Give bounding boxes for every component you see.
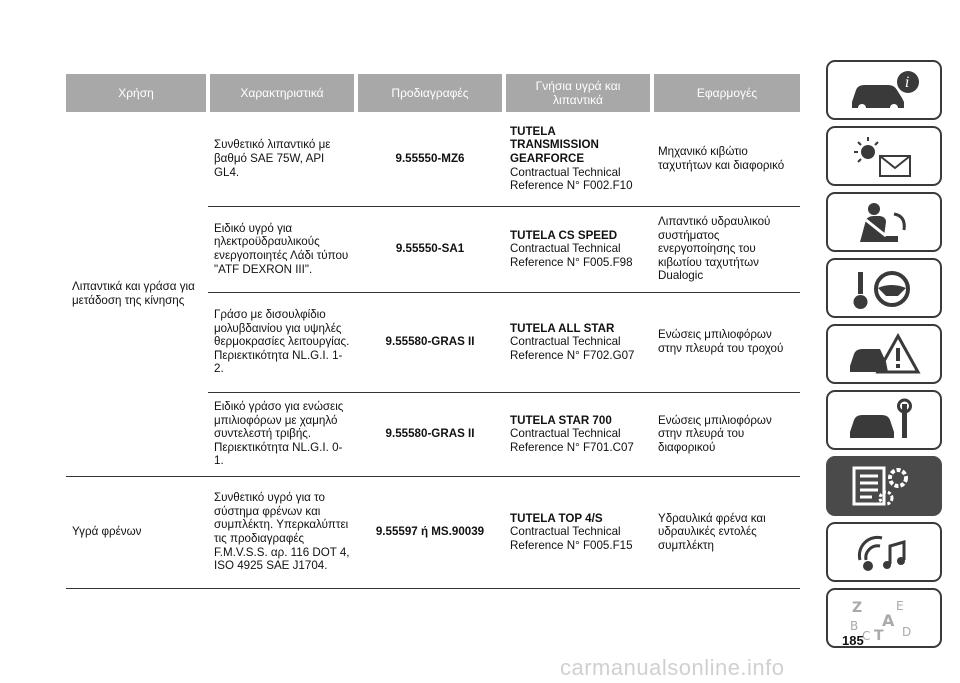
car-info-icon [846,68,926,114]
product-cell [504,476,652,588]
application-cell: Υδραυλικά φρένα και υδραυλικές εντολές συμπλέκτη [652,476,800,588]
product-cell [504,112,652,206]
application-cell: Μηχανικό κιβώτιο ταχυτήτων και διαφορικό [652,112,800,206]
tab-multimedia[interactable] [826,522,942,582]
characteristics-cell: Συνθετικό υγρό για το σύστημα φρένων και συμπλέκτη. Υπερκαλύπτει τις προδιαγραφές F.M.V.S.S. αρ. 116 DOT 4, ISO 4925 SAE J1704. [208,476,356,588]
car-warning-icon [846,332,926,378]
satellite-music-icon [846,530,926,576]
tab-safety[interactable] [826,192,942,252]
spec-cell: 9.55580-GRAS II [356,292,504,392]
key-steering-wheel-icon [846,266,926,312]
product-reference: Contractual Technical Reference N° F005.F98 [510,242,633,269]
application-cell: Λιπαντικό υδραυλικού συστήματος ενεργοποίησης του κιβωτίου ταχυτήτων Dualogic [652,206,800,292]
page-number: 185 [842,633,864,648]
index-letter-e: E [896,599,904,613]
product-cell [504,292,652,392]
fluids-lubricants-table [66,74,800,589]
watermark: carmanualsonline.info [560,655,785,680]
product-reference: Contractual Technical Reference N° F002.F10 [510,165,633,193]
application-cell: Ενώσεις μπιλιοφόρων στην πλευρά του τροχού [652,292,800,392]
product-name: TUTELA STAR 700 [510,413,612,427]
spec-cell: 9.55580-GRAS II [356,392,504,476]
product-reference: Contractual Technical Reference N° F702.G07 [510,335,635,362]
table-header-row [66,74,800,112]
index-letter-b: B [850,619,859,633]
product-name: TUTELA CS SPEED [510,228,618,242]
header-specifications: Προδιαγραφές [356,74,504,112]
spec-cell: 9.55597 ή MS.90039 [356,476,504,588]
product-cell [504,206,652,292]
tab-emergency[interactable] [826,324,942,384]
use-cell: Λιπαντικά και γράσα για μετάδοση της κίνησης [66,112,208,476]
table-row [66,476,800,588]
index-letter-t: T [874,628,884,642]
car-tools-icon [846,398,926,444]
specs-gears-icon [846,464,926,510]
product-name: TUTELA ALL STAR [510,321,615,335]
product-name: TUTELA TRANSMISSION GEARFORCE [510,124,599,165]
tab-starting-driving[interactable] [826,258,942,318]
dashboard-lights-icon [846,134,926,180]
characteristics-cell: Ειδικό υγρό για ηλεκτροϋδραυλικούς ενεργοποιητές Λάδι τύπου "ATF DEXRON III". [208,206,356,292]
product-reference: Contractual Technical Reference N° F005.F15 [510,525,633,552]
product-reference: Contractual Technical Reference N° F701.C07 [510,427,634,454]
index-letter-c: C [862,629,871,642]
header-use: Χρήση [66,74,208,112]
tab-dashboard-lights[interactable] [826,126,942,186]
index-letter-z: Z [852,600,863,616]
tab-maintenance[interactable] [826,390,942,450]
seat-belt-person-icon [846,200,926,246]
product-cell [504,392,652,476]
index-letter-a: A [882,611,895,630]
tab-technical-data[interactable] [826,456,942,516]
header-characteristics: Χαρακτηριστικά [208,74,356,112]
fluids-lubricants-table-container [66,74,800,589]
header-applications: Εφαρμογές [652,74,800,112]
product-name: TUTELA TOP 4/S [510,511,603,525]
svg-text:i: i [905,75,910,91]
characteristics-cell: Γράσο με δισουλφίδιο μολυβδαινίου για υψηλές θερμοκρασίες λειτουργίας. Περιεκτικότητα NL.G.I. 1-2. [208,292,356,392]
spec-cell: 9.55550-MZ6 [356,112,504,206]
characteristics-cell: Συνθετικό λιπαντικό με βαθμό SAE 75W, API GL4. [208,112,356,206]
use-cell: Υγρά φρένων [66,476,208,588]
index-letter-d: D [902,625,912,639]
header-genuine-fluids: Γνήσια υγρά και λιπαντικά [504,74,652,112]
characteristics-cell: Ειδικό γράσο για ενώσεις μπιλιοφόρων με χαμηλό συντελεστή τριβής. Περιεκτικότητα NL.G.I. 0-1. [208,392,356,476]
application-cell: Ενώσεις μπιλιοφόρων στην πλευρά του διαφορικού [652,392,800,476]
spec-cell: 9.55550-SA1 [356,206,504,292]
tab-car-info[interactable] [826,60,942,120]
table-row [66,112,800,206]
